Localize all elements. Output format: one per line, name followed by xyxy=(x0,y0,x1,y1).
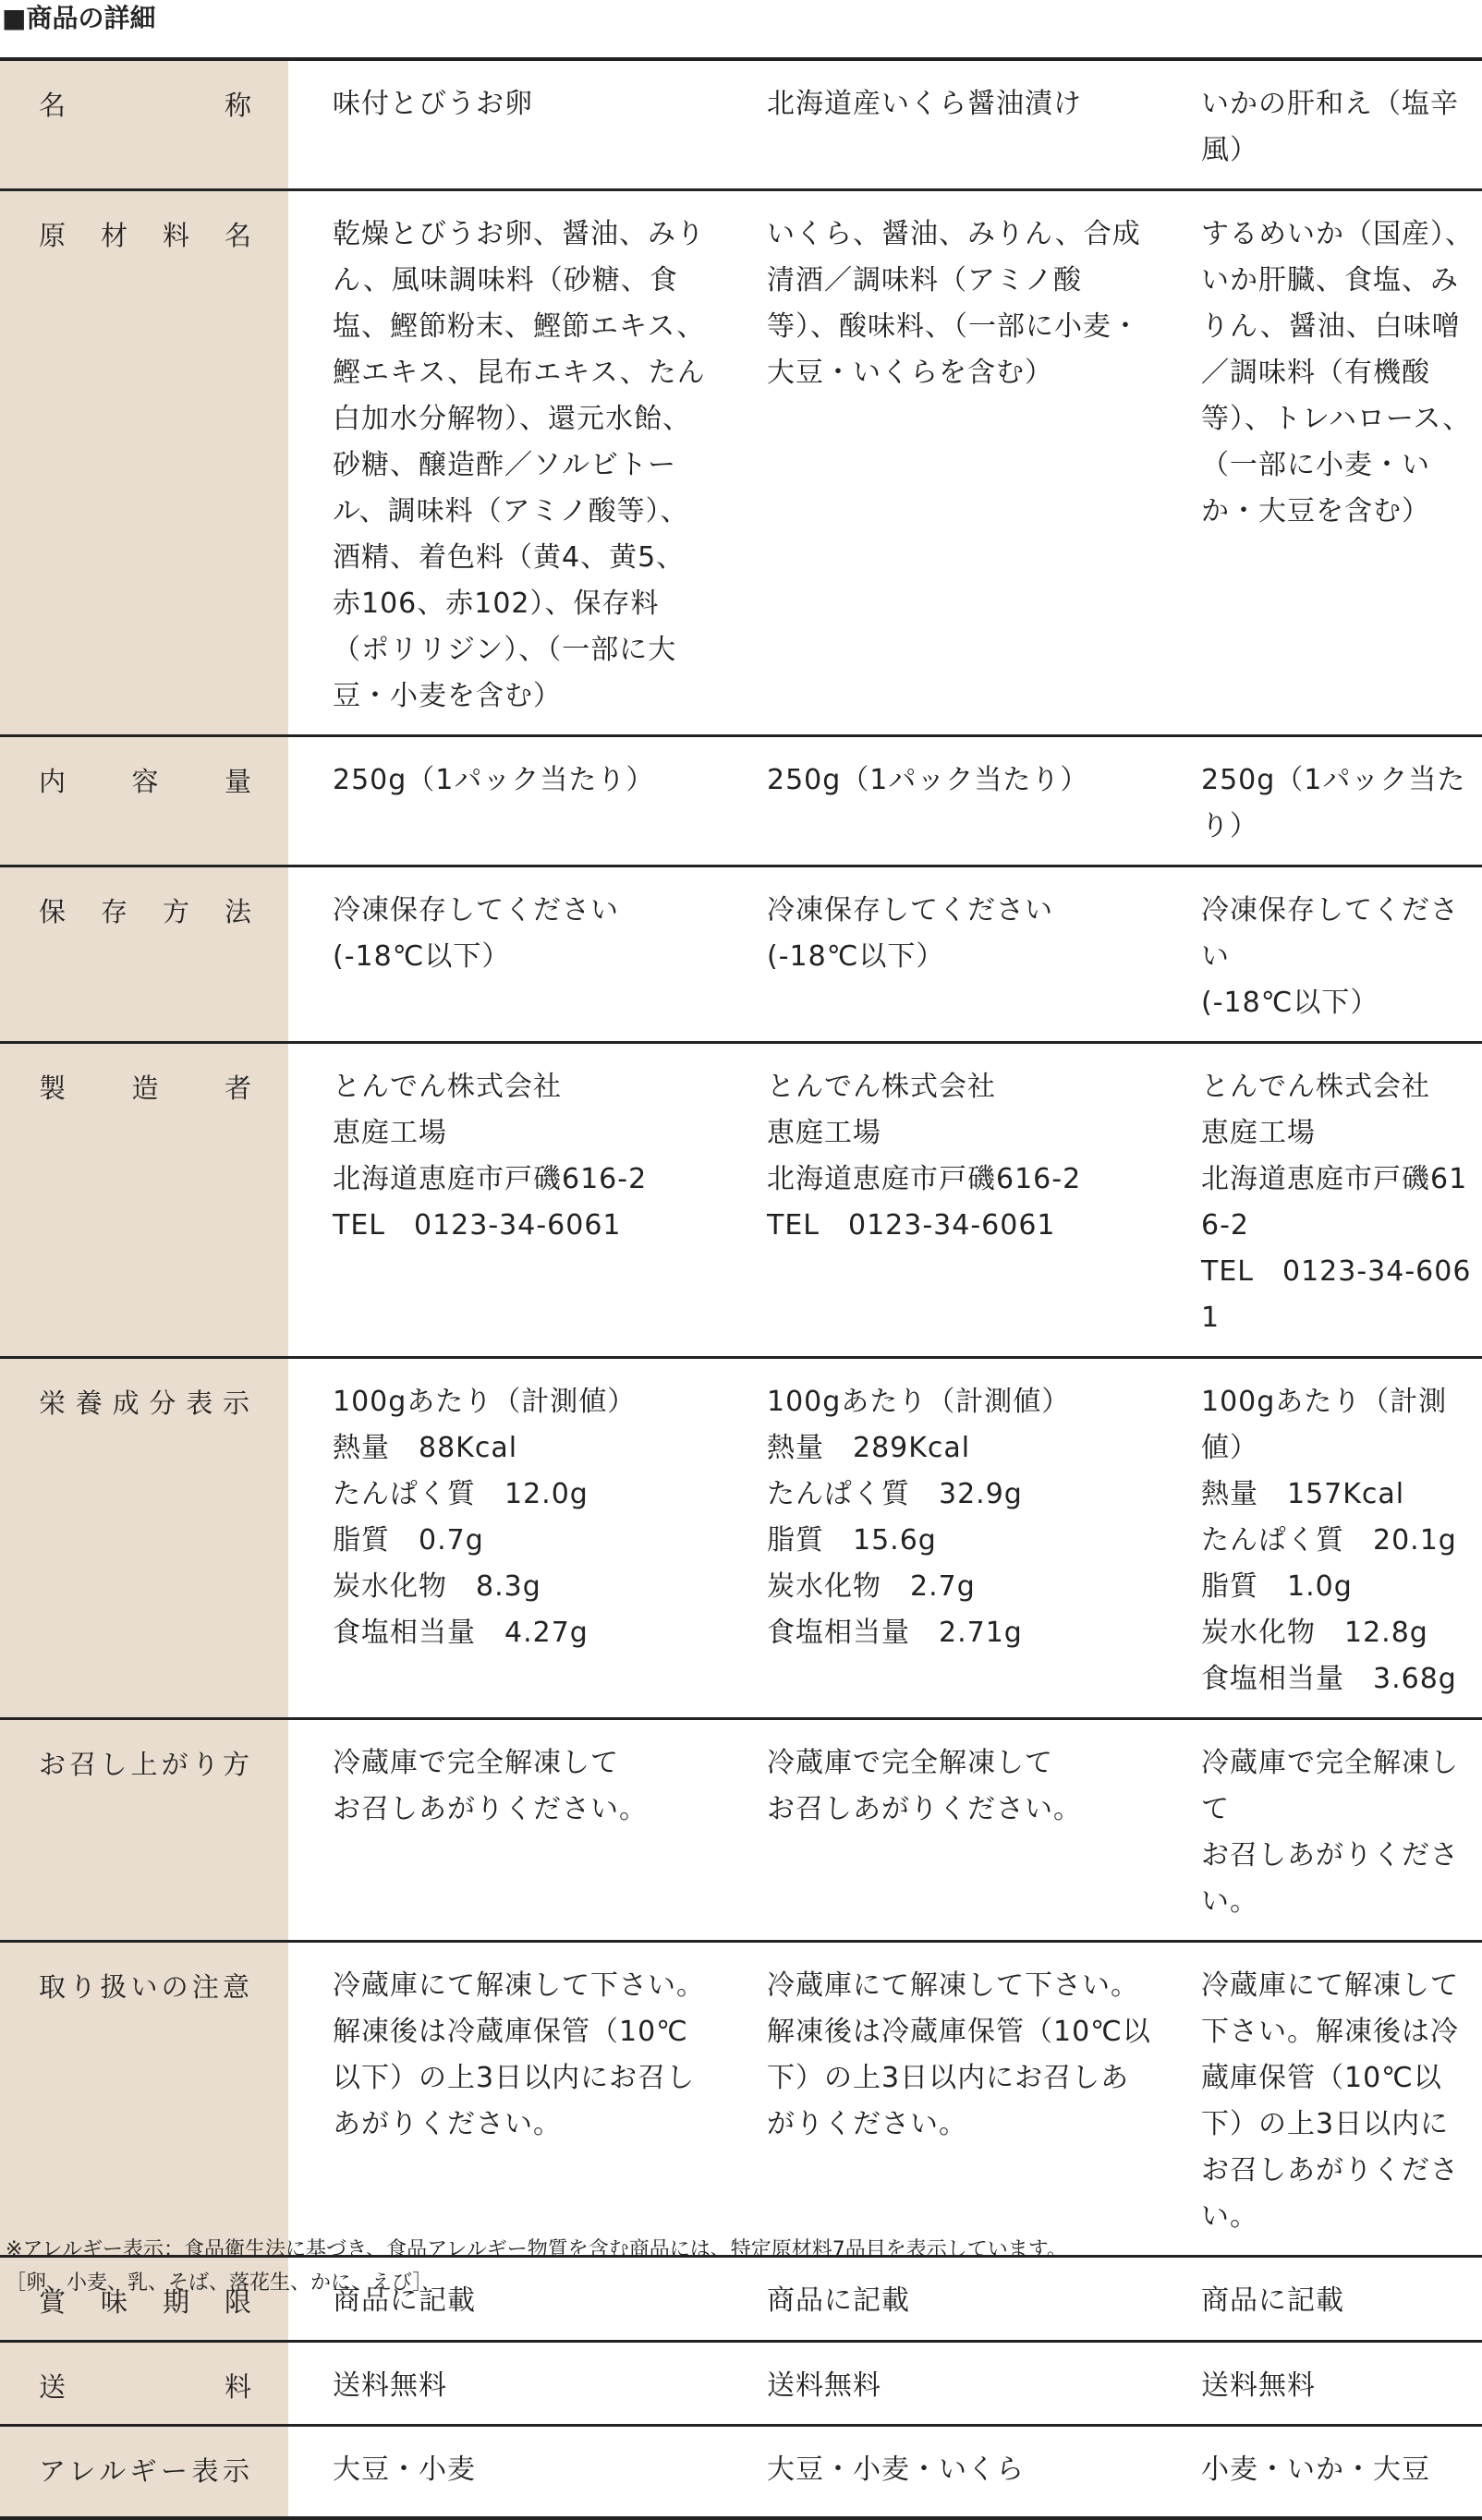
row-label-text: 取り扱いの注意 xyxy=(39,1971,251,2003)
row-label xyxy=(0,1942,288,2257)
label-char: 者 xyxy=(224,1072,251,1104)
row-label xyxy=(0,2426,288,2518)
cell-product-2: 冷蔵庫にて解凍して下さい。解凍後は冷蔵庫保管（10℃以下）の上3日以内にお召しあがりください。 xyxy=(767,1969,1151,2140)
cell-product-3: 送料無料 xyxy=(1201,2369,1316,2402)
label-char: 名 xyxy=(39,90,67,121)
row-label-text: お召し上がり方 xyxy=(39,1749,251,1780)
row-label xyxy=(0,1043,288,1358)
cell-product-3: とんでん株式会社 恵庭工場 北海道恵庭市戸磯616-2 TEL 0123-34-6061 xyxy=(1201,1071,1472,1334)
label-char: 容 xyxy=(131,766,159,797)
cell-product-3: 冷凍保存してください (-18℃以下） xyxy=(1201,894,1459,1019)
page-title: ■商品の詳細 xyxy=(2,3,156,33)
label-char: 造 xyxy=(131,1072,159,1104)
cell-product-3: するめいか（国産）、いか肝臓、食塩、みりん、醤油、白味噌／調味料（有機酸等）、トレハロース、（一部に小麦・いか・大豆を含む） xyxy=(1201,218,1474,527)
label-char: 法 xyxy=(224,896,251,927)
cell-product-2: 250g（1パック当たり） xyxy=(767,764,1089,796)
row-label-text xyxy=(39,893,251,930)
label-char: 限 xyxy=(224,2286,251,2318)
cell-product-1: 商品に記載 xyxy=(333,2284,476,2317)
label-char: 料 xyxy=(224,2371,251,2403)
table-row xyxy=(0,1942,1482,2257)
row-label xyxy=(0,736,288,866)
cell-product-2: 100gあたり（計測値） 熱量 289Kcal たんぱく質 32.9g 脂質 15.6g 炭水化物 2.7g 食塩相当量 2.71g xyxy=(767,1386,1071,1649)
label-char: 量 xyxy=(224,766,251,797)
row-label-text xyxy=(39,1070,251,1107)
cell-product-2: 大豆・小麦・いくら xyxy=(767,2453,1025,2486)
cell-product-2: いくら、醤油、みりん、合成清酒／調味料（アミノ酸等）、酸味料、（一部に小麦・大豆・いくらを含む） xyxy=(767,218,1141,389)
label-char: 賞 xyxy=(39,2286,67,2318)
label-char: 称 xyxy=(224,90,251,121)
product-details-table xyxy=(0,57,1482,2520)
label-char: 方 xyxy=(162,896,189,927)
row-label-text xyxy=(39,2369,251,2405)
cell-product-1: とんでん株式会社 恵庭工場 北海道恵庭市戸磯616-2 TEL 0123-34-6061 xyxy=(333,1071,648,1242)
cell-product-2: 北海道産いくら醤油漬け xyxy=(767,88,1082,120)
cell-product-3: 冷蔵庫にて解凍して下さい。解凍後は冷蔵庫保管（10℃以下）の上3日以内にお召しあがりください。 xyxy=(1201,1969,1459,2233)
label-char: 料 xyxy=(162,220,189,251)
label-char: 製 xyxy=(39,1072,67,1104)
table-row xyxy=(0,190,1482,736)
table-row xyxy=(0,2342,1482,2426)
cell-product-3: 冷蔵庫で完全解凍して お召しあがりください。 xyxy=(1201,1747,1459,1918)
cell-product-2: とんでん株式会社 恵庭工場 北海道恵庭市戸磯616-2 TEL 0123-34-6061 xyxy=(767,1071,1082,1242)
label-char: 期 xyxy=(162,2286,189,2318)
label-char: 存 xyxy=(100,896,128,927)
cell-product-3: 250g（1パック当たり） xyxy=(1201,764,1466,842)
table-row xyxy=(0,1043,1482,1358)
label-char: 原 xyxy=(39,220,67,251)
cell-product-1: 250g（1パック当たり） xyxy=(333,764,655,796)
row-label-text: 栄養成分表示 xyxy=(39,1387,251,1419)
row-label xyxy=(0,1719,288,1942)
cell-product-1: 冷凍保存してください (-18℃以下） xyxy=(333,894,619,973)
cell-product-3: 商品に記載 xyxy=(1201,2284,1344,2317)
row-label xyxy=(0,190,288,736)
row-label xyxy=(0,1358,288,1719)
cell-product-3: いかの肝和え（塩辛風） xyxy=(1201,88,1459,166)
table-row xyxy=(0,736,1482,866)
label-char: 内 xyxy=(39,766,67,797)
cell-product-2: 冷蔵庫で完全解凍して お召しあがりください。 xyxy=(767,1747,1082,1825)
table-row xyxy=(0,1719,1482,1942)
row-label-text xyxy=(39,763,251,800)
cell-product-2: 冷凍保存してください (-18℃以下） xyxy=(767,894,1053,973)
cell-product-1: 乾燥とびうお卵、醤油、みりん、風味調味料（砂糖、食塩、鰹節粉末、鰹節エキス、鰹エキス、昆布エキス、たん白加水分解物）、還元水飴、砂糖、醸造酢／ソルビトール、調味料（アミノ酸等）、酒精、着色料（黄4、黄5、赤106、赤102）、保存料（ポリリジン）、（一部に大豆・小麦を含む） xyxy=(333,218,706,712)
cell-product-2: 送料無料 xyxy=(767,2369,881,2402)
cell-product-3: 100gあたり（計測値） 熱量 157Kcal たんぱく質 20.1g 脂質 1.0g 炭水化物 12.8g 食塩相当量 3.68g xyxy=(1201,1386,1457,1695)
table-row xyxy=(0,1358,1482,1719)
row-label xyxy=(0,2342,288,2426)
label-char: 名 xyxy=(224,220,251,251)
table-row xyxy=(0,866,1482,1043)
row-label-text xyxy=(39,217,251,254)
row-label-text: アレルギー表示 xyxy=(39,2455,251,2487)
cell-product-1: 100gあたり（計測値） 熱量 88Kcal たんぱく質 12.0g 脂質 0.7g 炭水化物 8.3g 食塩相当量 4.27g xyxy=(333,1386,637,1649)
cell-product-1: 大豆・小麦 xyxy=(333,2453,476,2486)
table-row xyxy=(0,59,1482,190)
cell-product-3: 小麦・いか・大豆 xyxy=(1201,2453,1430,2486)
row-label-text xyxy=(39,87,251,124)
cell-product-1: 味付とびうお卵 xyxy=(333,88,533,120)
label-char: 保 xyxy=(39,896,67,927)
label-char: 送 xyxy=(39,2371,67,2403)
row-label xyxy=(0,866,288,1043)
cell-product-1: 冷蔵庫で完全解凍して お召しあがりください。 xyxy=(333,1747,648,1825)
cell-product-1: 送料無料 xyxy=(333,2369,447,2402)
row-label xyxy=(0,59,288,190)
label-char: 材 xyxy=(100,220,128,251)
label-char: 味 xyxy=(100,2286,128,2318)
cell-product-2: 商品に記載 xyxy=(767,2284,910,2317)
cell-product-1: 冷蔵庫にて解凍して下さい。解凍後は冷蔵庫保管（10℃以下）の上3日以内にお召しあがりください。 xyxy=(333,1969,705,2140)
allergy-footnote: ※アレルギー表示：食品衛生法に基づき、食品アレルギー物質を含む商品には、特定原材料7品目を表示しています。 ［卵、小麦、乳、そば、落花生、かに、えび］ xyxy=(6,2238,1067,2295)
table-row xyxy=(0,2426,1482,2518)
